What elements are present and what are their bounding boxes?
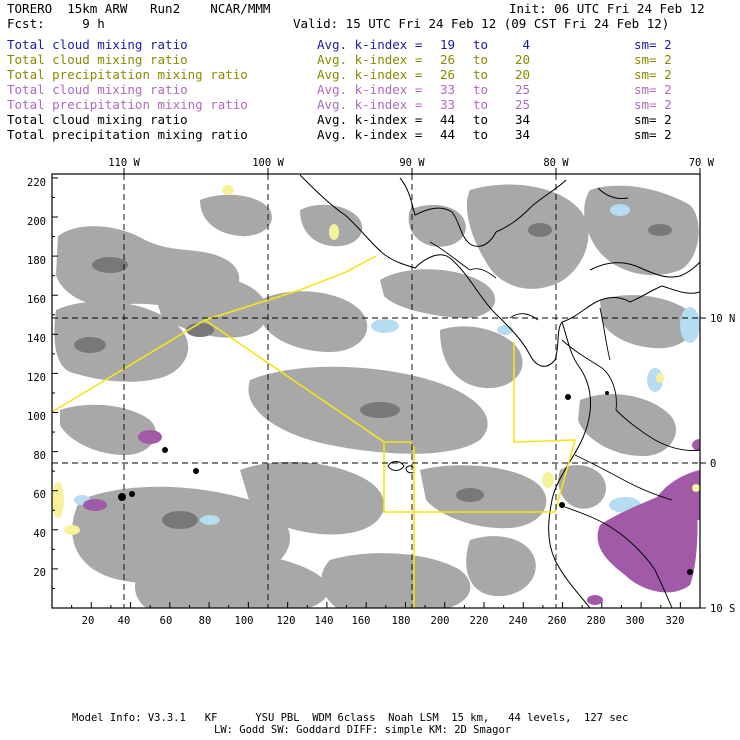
legend-high-value: 19 [439, 37, 455, 52]
legend-to: to [473, 82, 489, 97]
cloud-shading [52, 174, 708, 610]
x-tick-label: 260 [547, 615, 567, 627]
legend-avg-label: Avg. k-index = [317, 127, 423, 142]
x-tick-label: 80 [198, 615, 212, 627]
latitude-labels [710, 313, 735, 615]
legend-field-label: Total cloud mixing ratio [7, 112, 188, 127]
legend-low-value: 20 [514, 67, 530, 82]
legend-field-label: Total precipitation mixing ratio [7, 67, 248, 82]
legend-avg-label: Avg. k-index = [317, 112, 423, 127]
x-tick-label: 240 [508, 615, 528, 627]
forecast-hour: Fcst: 9 h [7, 16, 105, 31]
longitude-label: 80 W [543, 157, 569, 169]
legend-smoothing: sm= 2 [634, 112, 672, 127]
y-tick-label: 40 [33, 528, 46, 540]
latitude-label: 10 S [710, 603, 736, 615]
x-tick-label: 280 [586, 615, 606, 627]
x-tick-label: 40 [117, 615, 131, 627]
legend-smoothing: sm= 2 [634, 127, 672, 142]
legend-avg-label: Avg. k-index = [317, 37, 423, 52]
longitude-label: 110 W [108, 157, 140, 169]
y-tick-label: 160 [27, 294, 46, 306]
valid-time: Valid: 15 UTC Fri 24 Feb 12 (09 CST Fri 24 Feb 12) [293, 16, 670, 31]
x-tick-label: 20 [81, 615, 95, 627]
legend-field-label: Total cloud mixing ratio [7, 82, 188, 97]
x-tick-label: 100 [234, 615, 254, 627]
legend-high-value: 44 [439, 112, 455, 127]
y-tick-label: 140 [27, 333, 46, 345]
legend-low-value: 25 [514, 97, 530, 112]
legend-high-value: 44 [439, 127, 455, 142]
legend-low-value: 34 [514, 127, 530, 142]
y-tick-label: 80 [33, 450, 46, 462]
legend-field-label: Total precipitation mixing ratio [7, 127, 248, 142]
legend-to: to [473, 67, 489, 82]
latitude-label: 0 [710, 458, 717, 470]
legend-to: to [473, 97, 489, 112]
latitude-tick-marks [700, 318, 706, 608]
legend-smoothing: sm= 2 [634, 67, 672, 82]
model-info-line: Model Info: V3.3.1 KF YSU PBL WDM 6class Noah LSM 15 km, 44 levels, 127 sec [72, 712, 629, 724]
x-tick-label: 180 [391, 615, 411, 627]
longitude-label: 70 W [688, 157, 714, 169]
model-title: TORERO 15km ARW Run2 NCAR/MMM [7, 1, 271, 16]
x-tick-label: 140 [314, 615, 334, 627]
longitude-labels [108, 157, 714, 169]
legend-low-value: 4 [522, 37, 530, 52]
y-tick-label: 20 [33, 567, 46, 579]
y-tick-label: 200 [27, 216, 46, 228]
y-tick-label: 180 [27, 255, 46, 267]
init-time: Init: 06 UTC Fri 24 Feb 12 [509, 1, 705, 16]
y-axis-labels [27, 177, 46, 579]
x-axis-labels [82, 615, 685, 627]
legend-high-value: 33 [439, 82, 455, 97]
y-tick-label: 60 [33, 489, 46, 501]
legend-low-value: 34 [514, 112, 530, 127]
legend-high-value: 26 [439, 67, 455, 82]
legend-to: to [473, 112, 489, 127]
latitude-label: 10 N [710, 313, 736, 325]
x-tick-label: 60 [159, 615, 173, 627]
legend-avg-label: Avg. k-index = [317, 52, 423, 67]
longitude-label: 100 W [252, 157, 284, 169]
legend-avg-label: Avg. k-index = [317, 97, 423, 112]
y-tick-marks [52, 178, 58, 589]
physics-info-line: LW: Godd SW: Goddard DIFF: simple KM: 2D Smagor [214, 724, 512, 736]
legend-field-label: Total cloud mixing ratio [7, 52, 188, 67]
legend-to: to [473, 127, 489, 142]
legend-field-label: Total cloud mixing ratio [7, 37, 188, 52]
x-tick-label: 320 [665, 615, 685, 627]
x-tick-label: 220 [469, 615, 489, 627]
legend-high-value: 33 [439, 97, 455, 112]
x-tick-label: 120 [276, 615, 296, 627]
legend-low-value: 25 [514, 82, 530, 97]
x-tick-label: 300 [625, 615, 645, 627]
legend-high-value: 26 [439, 52, 455, 67]
legend-smoothing: sm= 2 [634, 97, 672, 112]
legend-smoothing: sm= 2 [634, 37, 672, 52]
legend-to: to [473, 52, 489, 67]
x-tick-label: 200 [430, 615, 450, 627]
x-tick-label: 160 [351, 615, 371, 627]
legend-smoothing: sm= 2 [634, 52, 672, 67]
legend-avg-label: Avg. k-index = [317, 67, 423, 82]
legend-avg-label: Avg. k-index = [317, 82, 423, 97]
y-tick-label: 220 [27, 177, 46, 189]
y-tick-label: 120 [27, 372, 46, 384]
legend-field-label: Total precipitation mixing ratio [7, 97, 248, 112]
legend-smoothing: sm= 2 [634, 82, 672, 97]
legend-low-value: 20 [514, 52, 530, 67]
longitude-label: 90 W [399, 157, 425, 169]
y-tick-label: 100 [27, 411, 46, 423]
legend-to: to [473, 37, 489, 52]
